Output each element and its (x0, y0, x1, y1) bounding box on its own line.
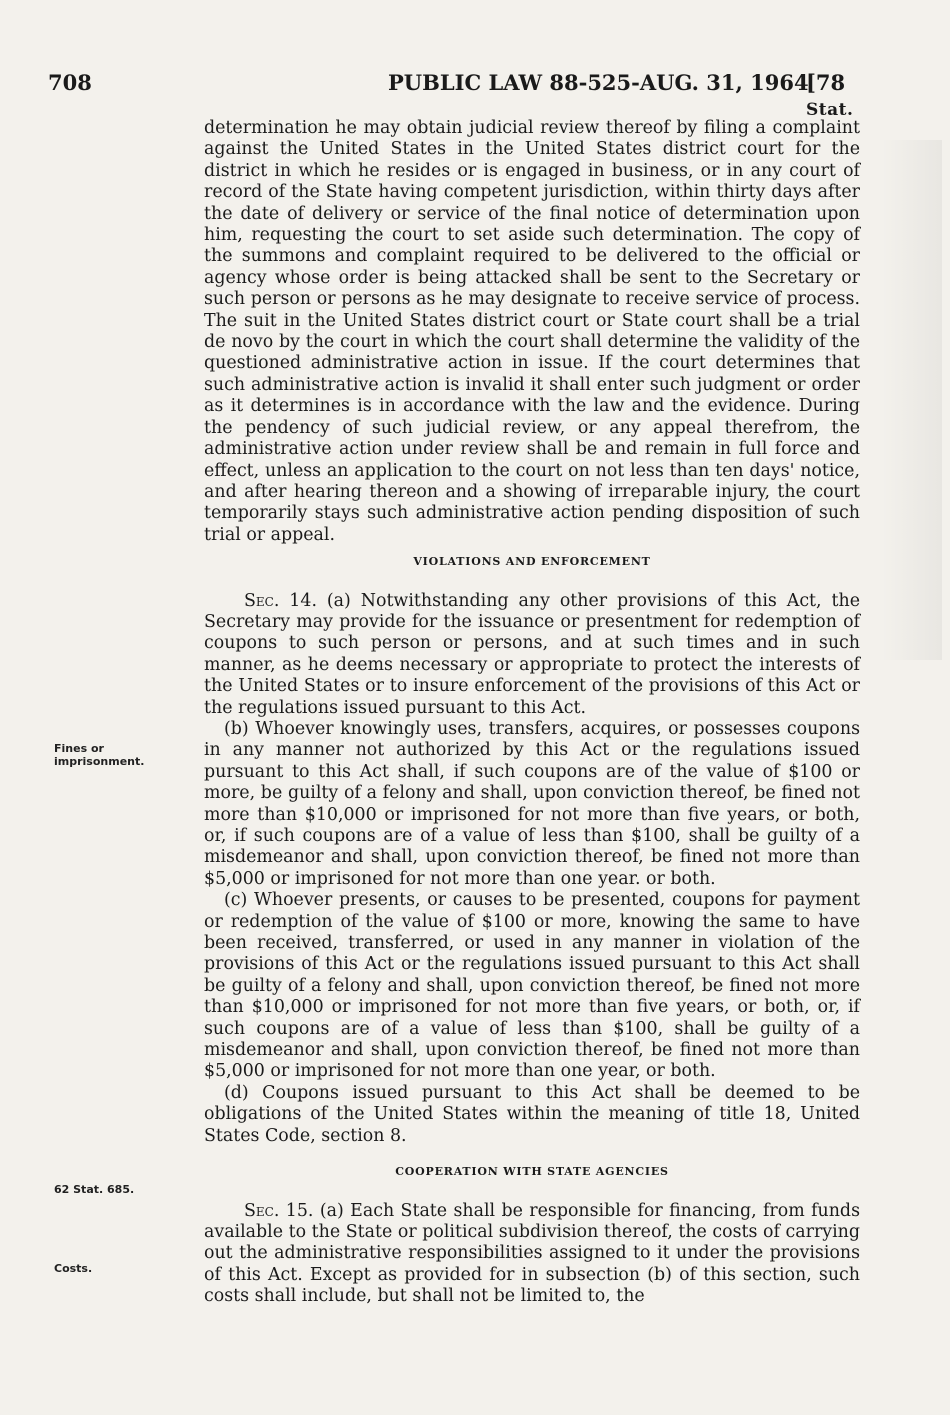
paragraph-sec14b: (b) Whoever knowingly uses, transfers, acquires, or possesses coupons in any manner not authorized by this Act or the regulations issued pursuant to this Act shall, if such coupons are of the value of $100 or more, be guilty of a felony and shall, upon conviction thereof, be fined not more than $10,000 or imprisoned for not more than five years, or both, or, if such coupons are of a value of less than $100, shall be guilty of a misdemeanor and shall, upon conviction thereof, be fined not more than $5,000 or imprisoned for not more than one year. or both. (204, 718, 860, 889)
body-text (204, 118, 860, 1308)
margin-note-citation: 62 Stat. 685. (54, 1183, 135, 1196)
volume-label: Stat. (806, 100, 854, 120)
heading-violations: VIOLATIONS AND ENFORCEMENT (413, 555, 651, 569)
margin-note-costs: Costs. (54, 1262, 93, 1275)
section-15-label: Sec. 15. (244, 1200, 314, 1221)
paragraph-continuation: determination he may obtain judicial review thereof by filing a complaint against the United States in the United States district court for the district in which he resides or is engaged in business, or in any court of record of the State having competent jurisdiction, within thirty days after the date of delivery or service of the final notice of determination upon him, requesting the court to set aside such determination. The copy of the summons and complaint required to be delivered to the official or agency whose order is being attacked shall be sent to the Secretary or such person or persons as he may designate to receive service of process. The suit in the United States district court or State court shall be a trial de novo by the court in which the court shall determine the validity of the questioned administrative action in issue. If the court determines that such administrative action is invalid it shall enter such judgment or order as it determines is in accordance with the law and the evidence. During the pendency of such judicial review, or any appeal therefrom, the administrative action under review shall be and remain in full force and effect, unless an application to the court on not less than ten days' notice, and after hearing thereon and a showing of irreparable injury, the court temporarily stays such administrative action pending disposition of such trial or appeal. (204, 118, 860, 545)
section-14-label: Sec. 14. (244, 590, 317, 611)
heading-cooperation: COOPERATION WITH STATE AGENCIES (395, 1165, 669, 1179)
paragraph-sec14c: (c) Whoever presents, or causes to be presented, coupons for payment or redemption of the value of $100 or more, knowing the same to have been received, transferred, or used in any manner in violation of the provisions of this Act or the regulations issued pursuant to this Act shall be guilty of a felony and shall, upon conviction thereof, be fined not more than $10,000 or imprisoned for not more than five years, or both, or, if such coupons are of a value of less than $100, shall be guilty of a misdemeanor and shall, upon conviction thereof, be fined not more than $5,000 or imprisoned for not more than one year, or both. (204, 890, 860, 1082)
paragraph-sec15a (204, 1201, 860, 1308)
running-title: PUBLIC LAW 88-525-AUG. 31, 1964 (388, 70, 809, 95)
paragraph-sec14a (204, 591, 860, 719)
sec14a-text: (a) Notwithstanding any other provisions of this Act, the Secretary may provide for the issuance or presentment for redemption of coupons to such person or persons, and at such times and in such manner, as he deems necessary or appropriate to protect the interests of the United States or to insure enforcement of the provisions of this Act or the regulations issued pursuant to this Act. (204, 590, 860, 718)
page-header (48, 70, 870, 120)
sec15a-text: (a) Each State shall be responsible for financing, from funds available to the State or political subdivision thereof, the costs of carrying out the administrative responsibilities assigned to it under the provisions of this Act. Except as provided for in subsection (b) of this section, such costs shall include, but shall not be limited to, the (204, 1200, 860, 1307)
page-number: 708 (48, 70, 92, 95)
volume-citation (806, 70, 870, 120)
margin-note-fines: Fines or imprisonment. (54, 742, 145, 768)
paragraph-sec14d: (d) Coupons issued pursuant to this Act shall be deemed to be obligations of the United States within the meaning of title 18, United States Code, section 8. (204, 1082, 860, 1146)
page-bleed-shadow (882, 140, 942, 660)
volume-open: [78 (806, 70, 846, 95)
